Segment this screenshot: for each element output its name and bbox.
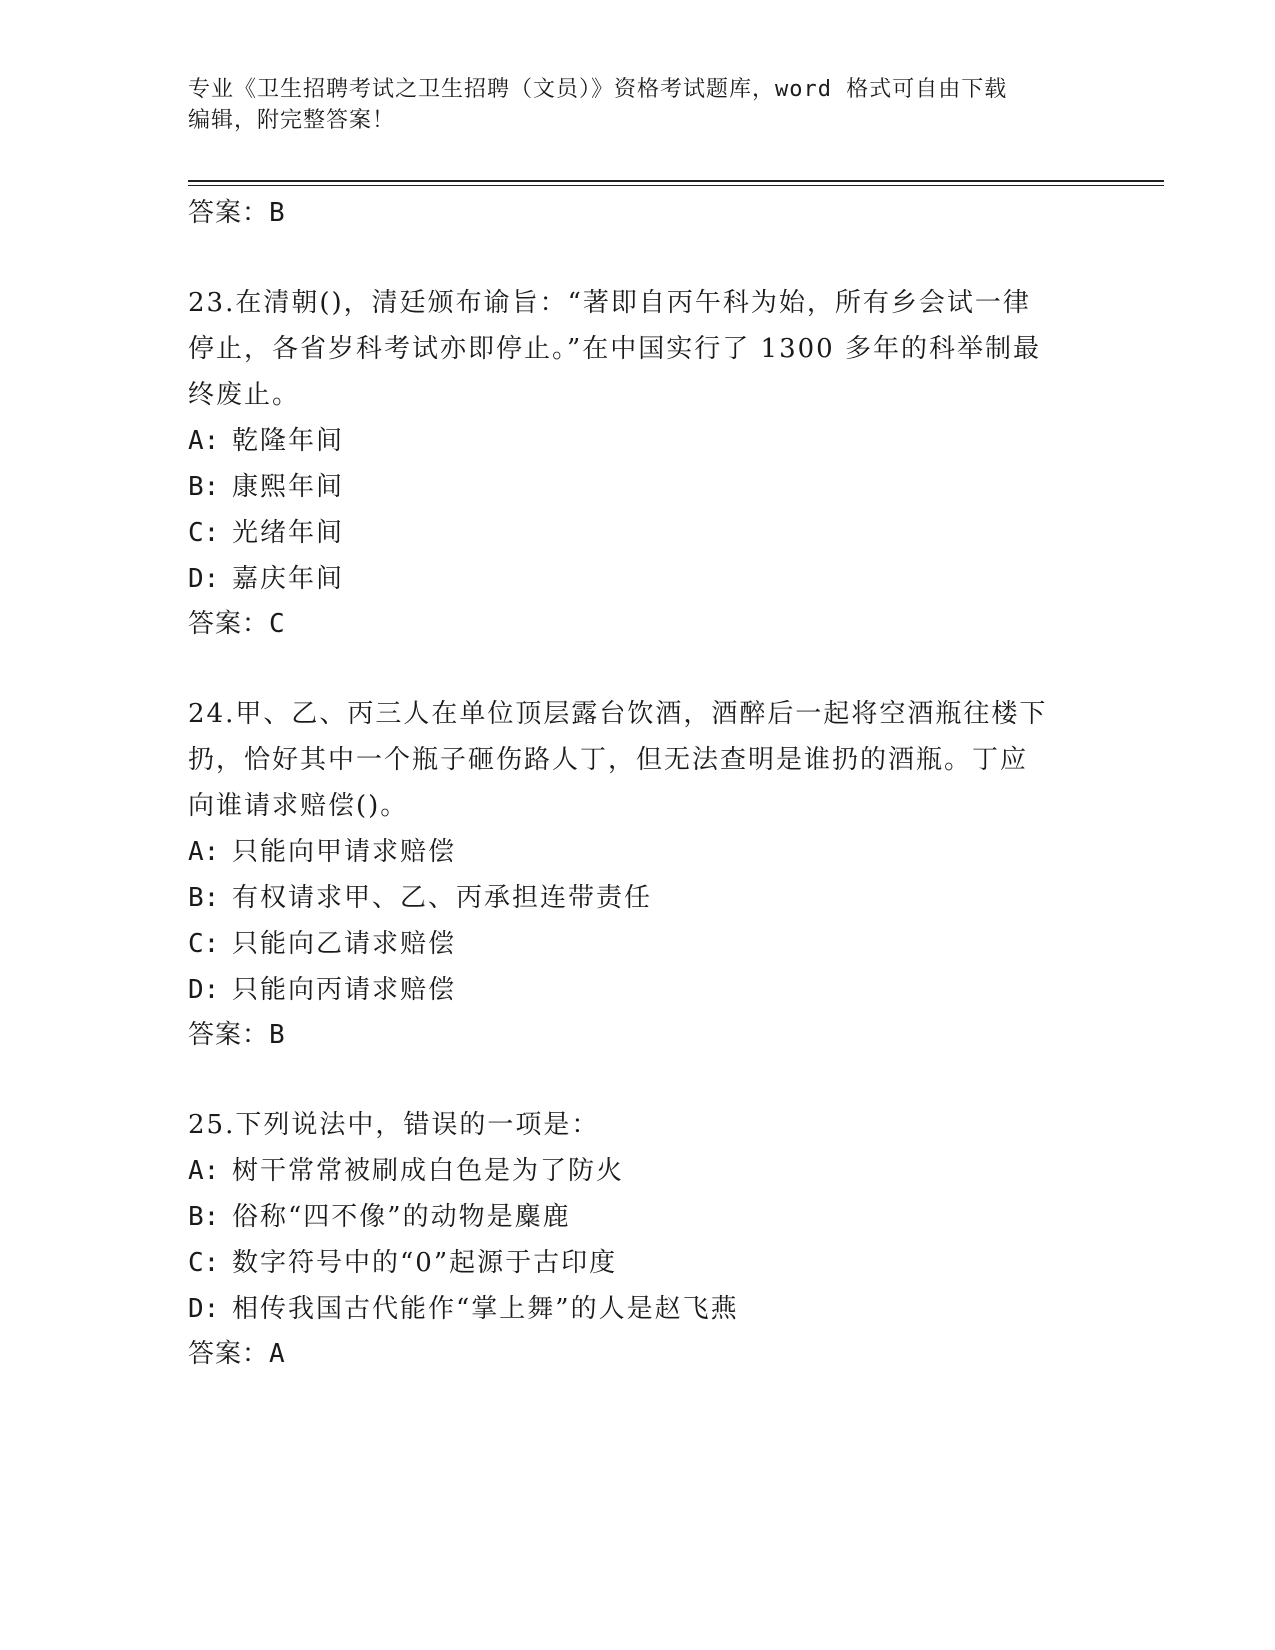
option-key: D: [188, 975, 220, 1005]
answer-value: A [269, 1339, 286, 1369]
stem-line: 终废止。 [188, 380, 301, 410]
question-stem [188, 1102, 1088, 1148]
option-text: 只能向甲请求赔偿 [232, 837, 457, 867]
header-line-1: 专业《卫生招聘考试之卫生招聘（文员）》资格考试题库，word 格式可自由下载 [188, 77, 1008, 102]
question-25 [188, 1102, 1088, 1377]
option-a [188, 829, 1088, 875]
stem-line: 向谁请求赔偿()。 [188, 791, 409, 821]
option-text: 只能向乙请求赔偿 [232, 929, 457, 959]
answer-value: B [269, 198, 286, 228]
question-answer [188, 1013, 1088, 1058]
stem-line: 扔，恰好其中一个瓶子砸伤路人丁，但无法查明是谁扔的酒瓶。丁应 [188, 745, 1029, 775]
option-key: D: [188, 1294, 220, 1324]
question-stem [188, 280, 1088, 418]
option-key: B: [188, 883, 220, 913]
question-answer [188, 1332, 1088, 1377]
option-text: 光绪年间 [232, 518, 345, 548]
answer-value: C [269, 609, 286, 639]
document-header [188, 74, 1078, 136]
question-stem [188, 691, 1088, 829]
option-text: 康熙年间 [232, 472, 345, 502]
option-text: 相传我国古代能作“掌上舞”的人是赵飞燕 [232, 1294, 739, 1324]
option-key: B: [188, 1202, 220, 1232]
option-text: 乾隆年间 [232, 426, 345, 456]
option-d [188, 967, 1088, 1013]
previous-answer [188, 191, 1088, 236]
question-gap [188, 236, 1088, 280]
option-key: C: [188, 929, 220, 959]
question-list [188, 191, 1088, 1377]
option-text: 树干常常被刷成白色是为了防火 [232, 1156, 625, 1186]
answer-label: 答案： [188, 1339, 270, 1369]
option-c [188, 1240, 1088, 1286]
answer-label: 答案： [188, 1020, 270, 1050]
option-key: C: [188, 1248, 220, 1278]
stem-line: 24.甲、乙、丙三人在单位顶层露台饮酒，酒醉后一起将空酒瓶往楼下 [188, 699, 1048, 729]
option-b [188, 464, 1088, 510]
option-d [188, 556, 1088, 602]
option-key: A: [188, 1156, 220, 1186]
option-a [188, 1148, 1088, 1194]
header-line-2: 编辑，附完整答案！ [188, 108, 396, 133]
header-rule-thick [188, 180, 1164, 182]
option-key: B: [188, 472, 220, 502]
option-text: 俗称“四不像”的动物是麋鹿 [232, 1202, 571, 1232]
answer-label: 答案： [188, 609, 270, 639]
header-rule-thin [188, 185, 1164, 186]
option-text: 只能向丙请求赔偿 [232, 975, 457, 1005]
option-key: C: [188, 518, 220, 548]
question-24 [188, 691, 1088, 1058]
stem-line: 25.下列说法中，错误的一项是： [188, 1110, 600, 1140]
option-key: A: [188, 426, 220, 456]
option-a [188, 418, 1088, 464]
answer-label: 答案： [188, 198, 270, 228]
option-b [188, 875, 1088, 921]
option-c [188, 921, 1088, 967]
option-d [188, 1286, 1088, 1332]
option-c [188, 510, 1088, 556]
option-text: 嘉庆年间 [232, 564, 345, 594]
option-b [188, 1194, 1088, 1240]
question-23 [188, 280, 1088, 647]
question-gap [188, 1058, 1088, 1102]
option-text: 数字符号中的“0”起源于古印度 [232, 1248, 618, 1278]
option-key: D: [188, 564, 220, 594]
stem-line: 停止，各省岁科考试亦即停止。”在中国实行了 1300 多年的科举制最 [188, 334, 1041, 364]
answer-value: B [269, 1020, 286, 1050]
option-text: 有权请求甲、乙、丙承担连带责任 [232, 883, 653, 913]
option-key: A: [188, 837, 220, 867]
question-gap [188, 647, 1088, 691]
question-answer [188, 602, 1088, 647]
stem-line: 23.在清朝()，清廷颁布谕旨：“著即自丙午科为始，所有乡会试一律 [188, 288, 1031, 318]
